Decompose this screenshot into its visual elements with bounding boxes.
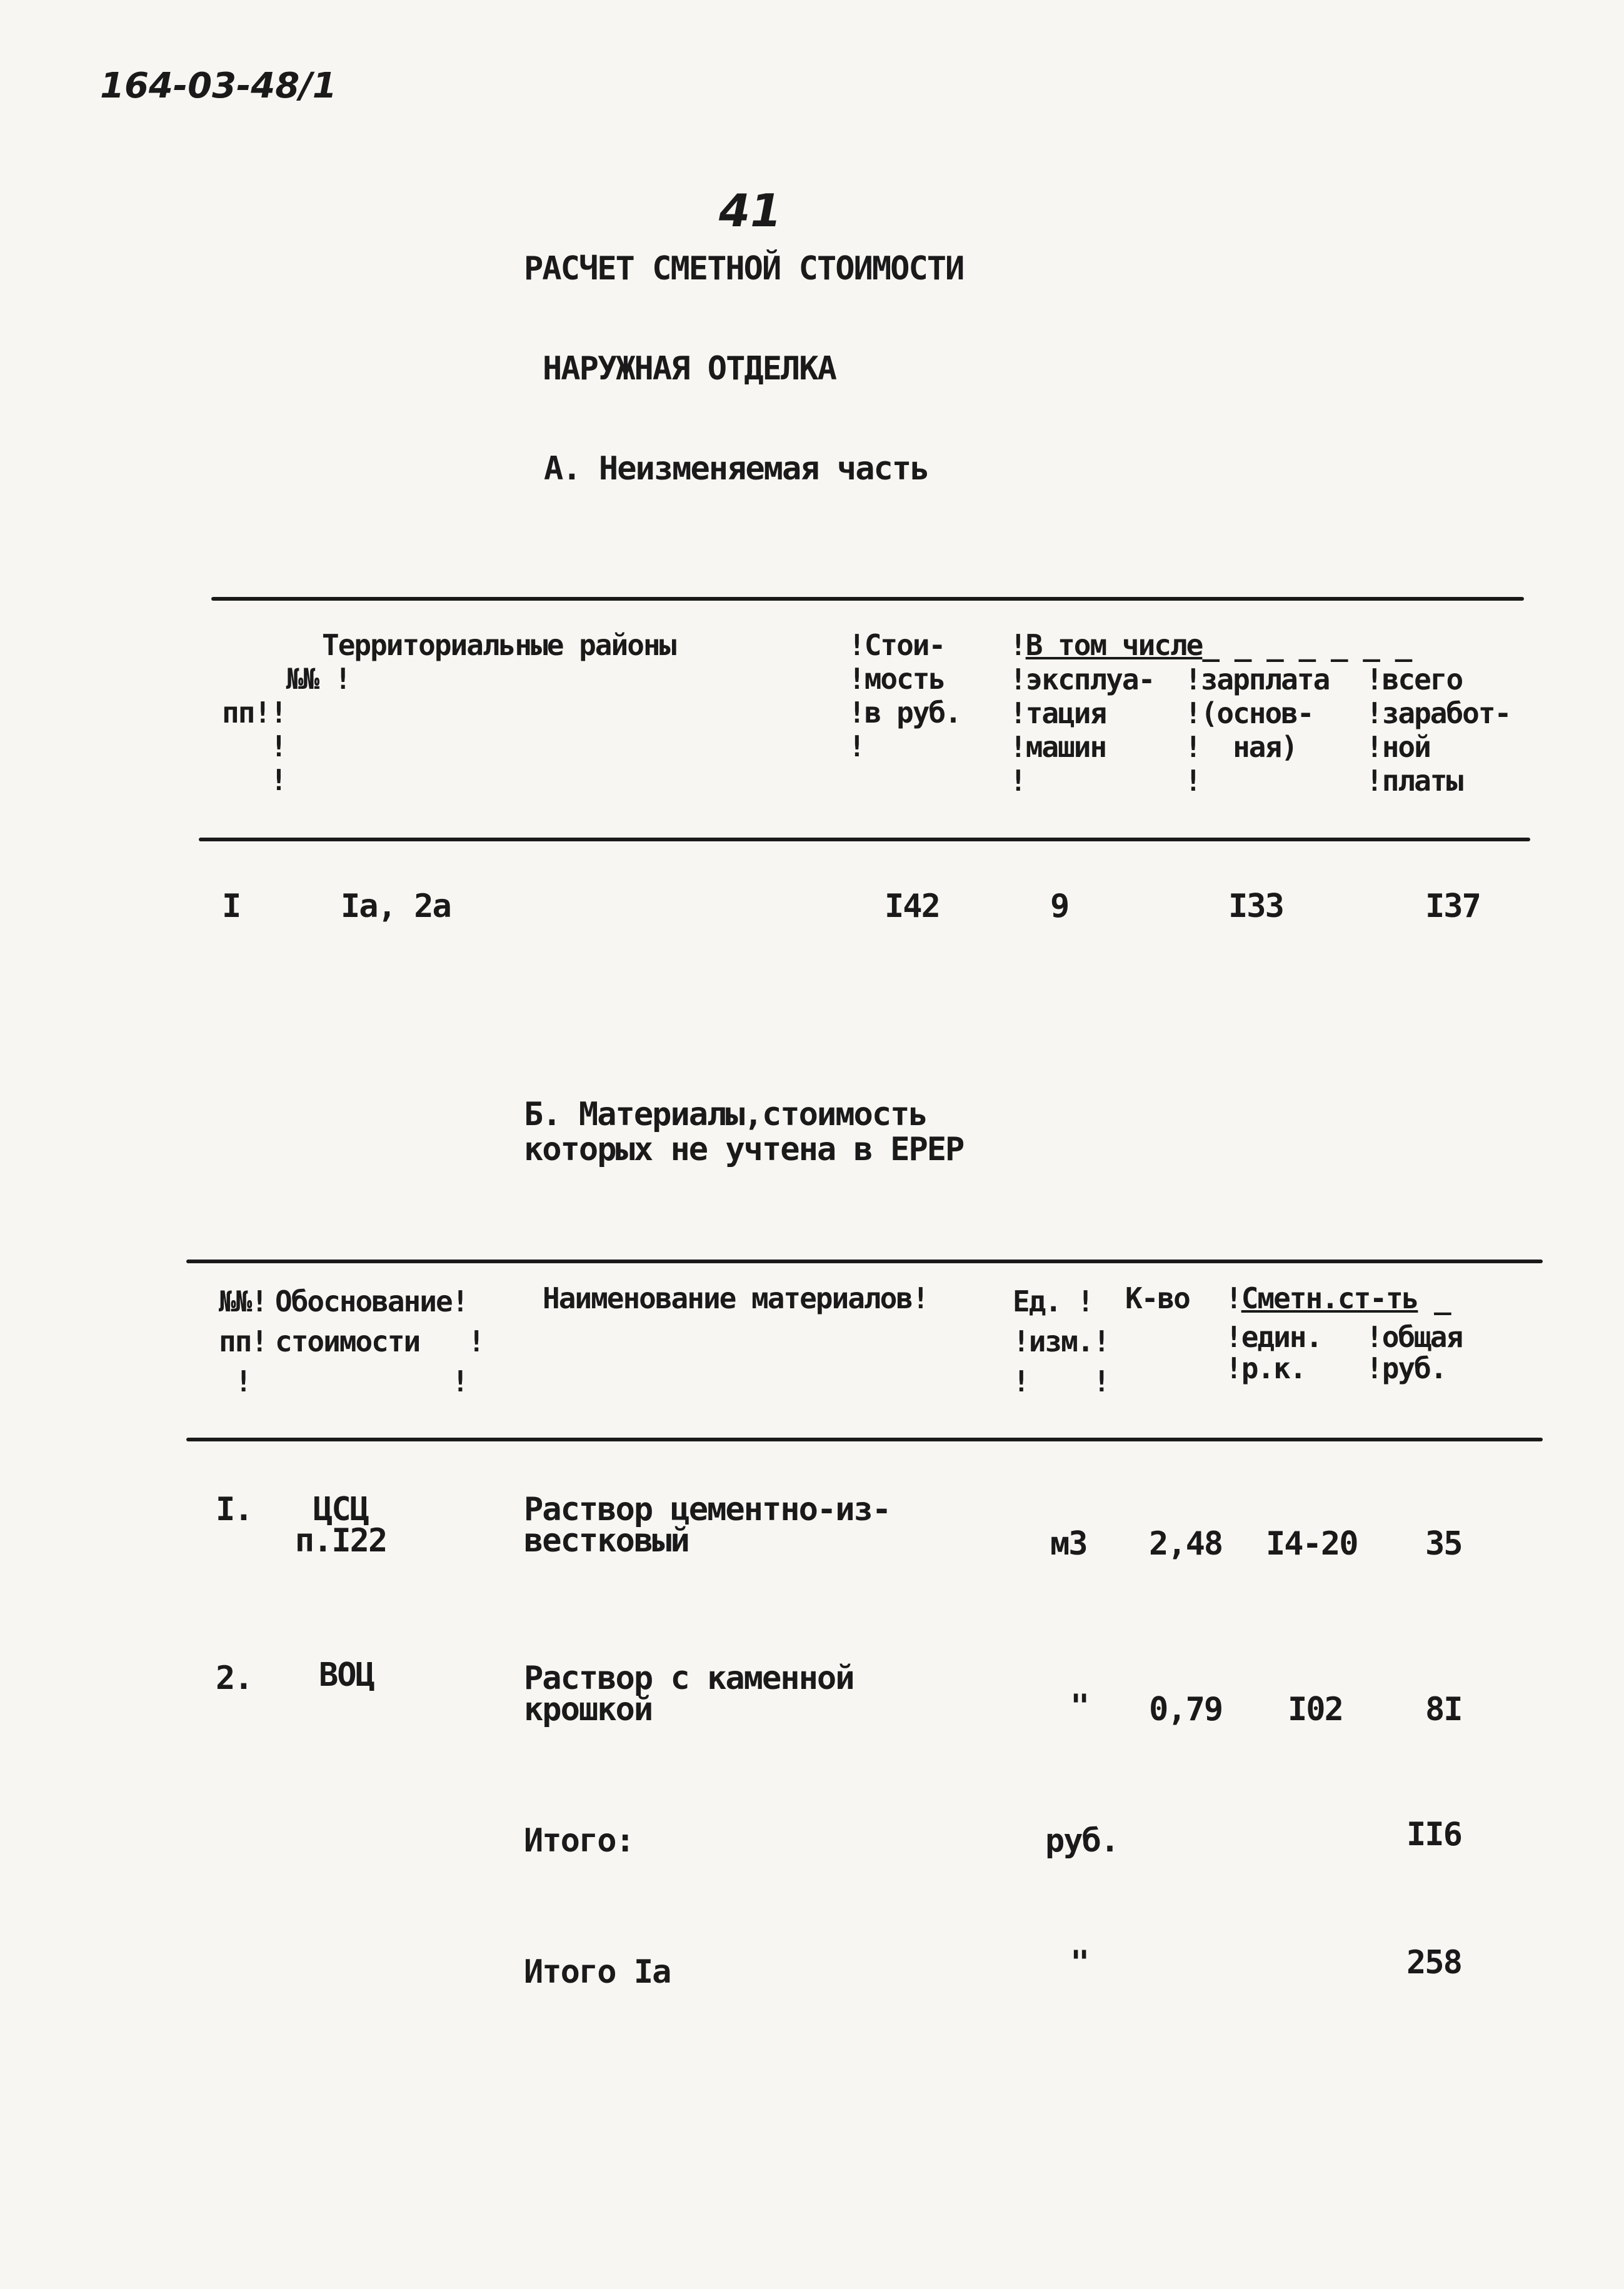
header-salary: !зарплата !(основ- ! ная) ! [1185,663,1330,798]
row-unit-cost: I02 [1288,1691,1343,1728]
row-num: I. [216,1491,253,1528]
row-num: I [222,888,241,925]
subtotal-label: Итого: [524,1822,634,1860]
row-qty: 2,48 [1149,1525,1223,1563]
total-label: Итого Ia [524,1953,671,1991]
section-a-header-rule [199,838,1530,841]
header-regions: Территориальные районы [322,628,676,662]
row-total: 8I [1425,1691,1462,1728]
row-name: Раствор цементно-из- вестковый [524,1491,891,1560]
row-cost: I42 [885,888,940,925]
row-unit: м3 [1050,1525,1087,1563]
row-qty: 0,79 [1149,1691,1223,1728]
header-name: Наименование материалов! [543,1281,928,1315]
header-machines: !эксплуа- !тация !машин ! [1010,663,1155,798]
row-unit: " [1070,1688,1089,1725]
document-subtitle: НАРУЖНАЯ ОТДЕЛКА [543,350,836,388]
section-a-top-rule [211,597,1524,601]
row-machines: 9 [1050,888,1069,925]
section-b-header-rule [186,1438,1543,1441]
row-num: 2. [216,1660,253,1697]
page-number: 41 [719,184,782,237]
row-salary: I33 [1228,888,1283,925]
header-group: !В том числе_ _ _ _ _ _ _ [1010,628,1411,662]
section-b-top-rule [186,1260,1543,1263]
header-unit: Ед. ! !изм.! ! ! [1013,1285,1110,1398]
row-total-pay: I37 [1425,888,1480,925]
document-title: РАСЧЕТ СМЕТНОЙ СТОИМОСТИ [524,250,964,288]
row-basis: ВОЦ [319,1656,374,1694]
header-basis: Обоснование! стоимости ! ! [275,1285,484,1398]
header-cost: !Стои- !мость !в руб. ! [848,628,961,763]
subtotal-value: II6 [1406,1816,1461,1853]
header-num: №№ ! пп!! ! ! [222,662,351,797]
section-a-heading: А. Неизменяемая часть [544,450,929,488]
row-total: 35 [1425,1525,1462,1563]
document-code: 164-03-48/1 [100,66,337,106]
row-name: Раствор с каменной крошкой [524,1660,854,1728]
row-basis: ЦСЦ п.I22 [294,1491,387,1560]
header-total-pay: !всего !заработ- !ной !платы [1366,663,1511,798]
header-qty: К-во [1125,1281,1190,1315]
header-num: №№! пп! ! [219,1285,268,1398]
header-unit-cost: !един. !р.к. [1225,1320,1322,1385]
row-regions: Ia, 2a [341,888,451,925]
section-b-heading: Б. Материалы,стоимость которых не учтена в ЕРЕР [524,1096,964,1168]
subtotal-unit: руб. [1045,1822,1119,1860]
total-value: 258 [1406,1944,1461,1981]
header-total: !общая !руб. [1366,1320,1463,1385]
total-unit: " [1070,1944,1089,1981]
header-cost-group: !Сметн.ст-ть _ [1225,1281,1450,1315]
row-unit-cost: I4-20 [1266,1525,1358,1563]
